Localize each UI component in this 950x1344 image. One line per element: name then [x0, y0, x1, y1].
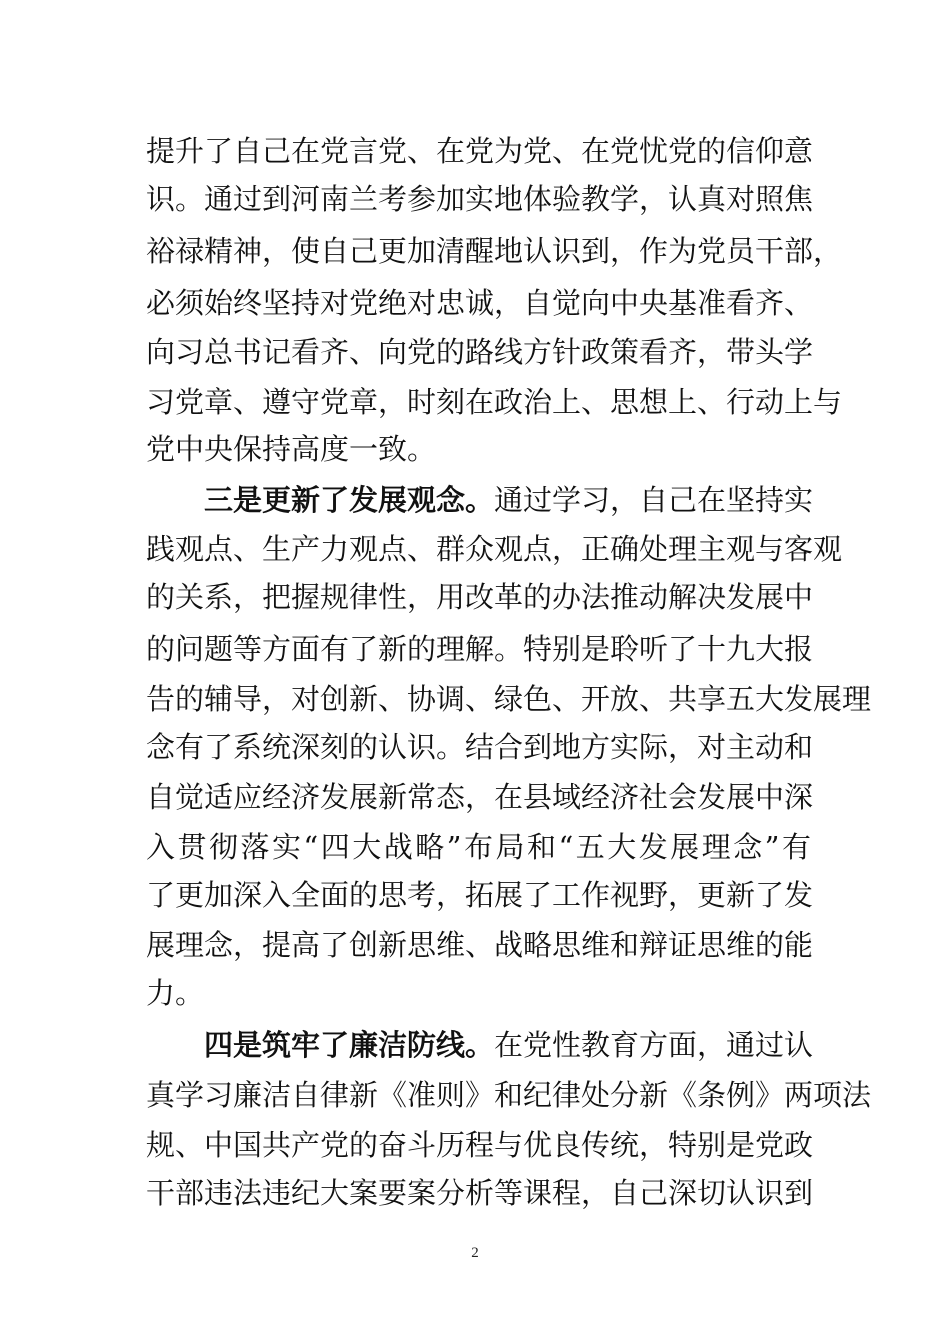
text-line: 告的辅导，对创新、协调、绿色、开放、共享五大发展理: [146, 682, 872, 716]
text-line: 干部违法违纪大案要案分析等课程，自己深切认识到: [146, 1176, 814, 1210]
text-line: 念有了系统深刻的认识。结合到地方实际，对主动和: [146, 730, 814, 764]
text-line: 习党章、遵守党章，时刻在政治上、思想上、行动上与: [146, 385, 843, 419]
text-span: 在党性教育方面，通过认: [494, 1028, 814, 1062]
text-line: 了更加深入全面的思考，拓展了工作视野，更新了发: [146, 878, 814, 912]
text-line: 自觉适应经济发展新常态，在县域经济社会发展中深: [146, 780, 814, 814]
text-line: 真学习廉洁自律新《准则》和纪律处分新《条例》两项法: [146, 1078, 872, 1112]
text-line: 党中央保持高度一致。: [146, 432, 437, 466]
text-line: 的问题等方面有了新的理解。特别是聆听了十九大报: [146, 632, 814, 666]
text-line: 向习总书记看齐、向党的路线方针政策看齐，带头学: [146, 335, 814, 369]
text-line: 裕禄精神，使自己更加清醒地认识到，作为党员干部，: [146, 234, 843, 268]
paragraph-first-line: [204, 475, 814, 525]
text-line: 提升了自己在党言党、在党为党、在党忧党的信仰意: [146, 134, 814, 168]
section-heading: 三是更新了发展观念。: [204, 483, 495, 517]
text-line: 展理念，提高了创新思维、战略思维和辩证思维的能: [146, 928, 814, 962]
page-number: 2: [471, 1245, 479, 1261]
text-line: 必须始终坚持对党绝对忠诚，自觉向中央基准看齐、: [146, 286, 814, 320]
text-line: 规、中国共产党的奋斗历程与优良传统，特别是党政: [146, 1128, 814, 1162]
text-line: 识。通过到河南兰考参加实地体验教学，认真对照焦: [146, 182, 814, 216]
text-line: 的关系，把握规律性，用改革的办法推动解决发展中: [146, 580, 814, 614]
text-line: 践观点、生产力观点、群众观点，正确处理主观与客观: [146, 532, 843, 566]
paragraph-first-line: [204, 1020, 814, 1070]
text-line: 力。: [146, 976, 205, 1010]
text-span: 通过学习，自己在坚持实: [494, 483, 814, 517]
section-heading: 四是筑牢了廉洁防线。: [204, 1028, 495, 1062]
text-line: 入贯彻落实“四大战略”布局和“五大发展理念”有: [146, 830, 811, 864]
